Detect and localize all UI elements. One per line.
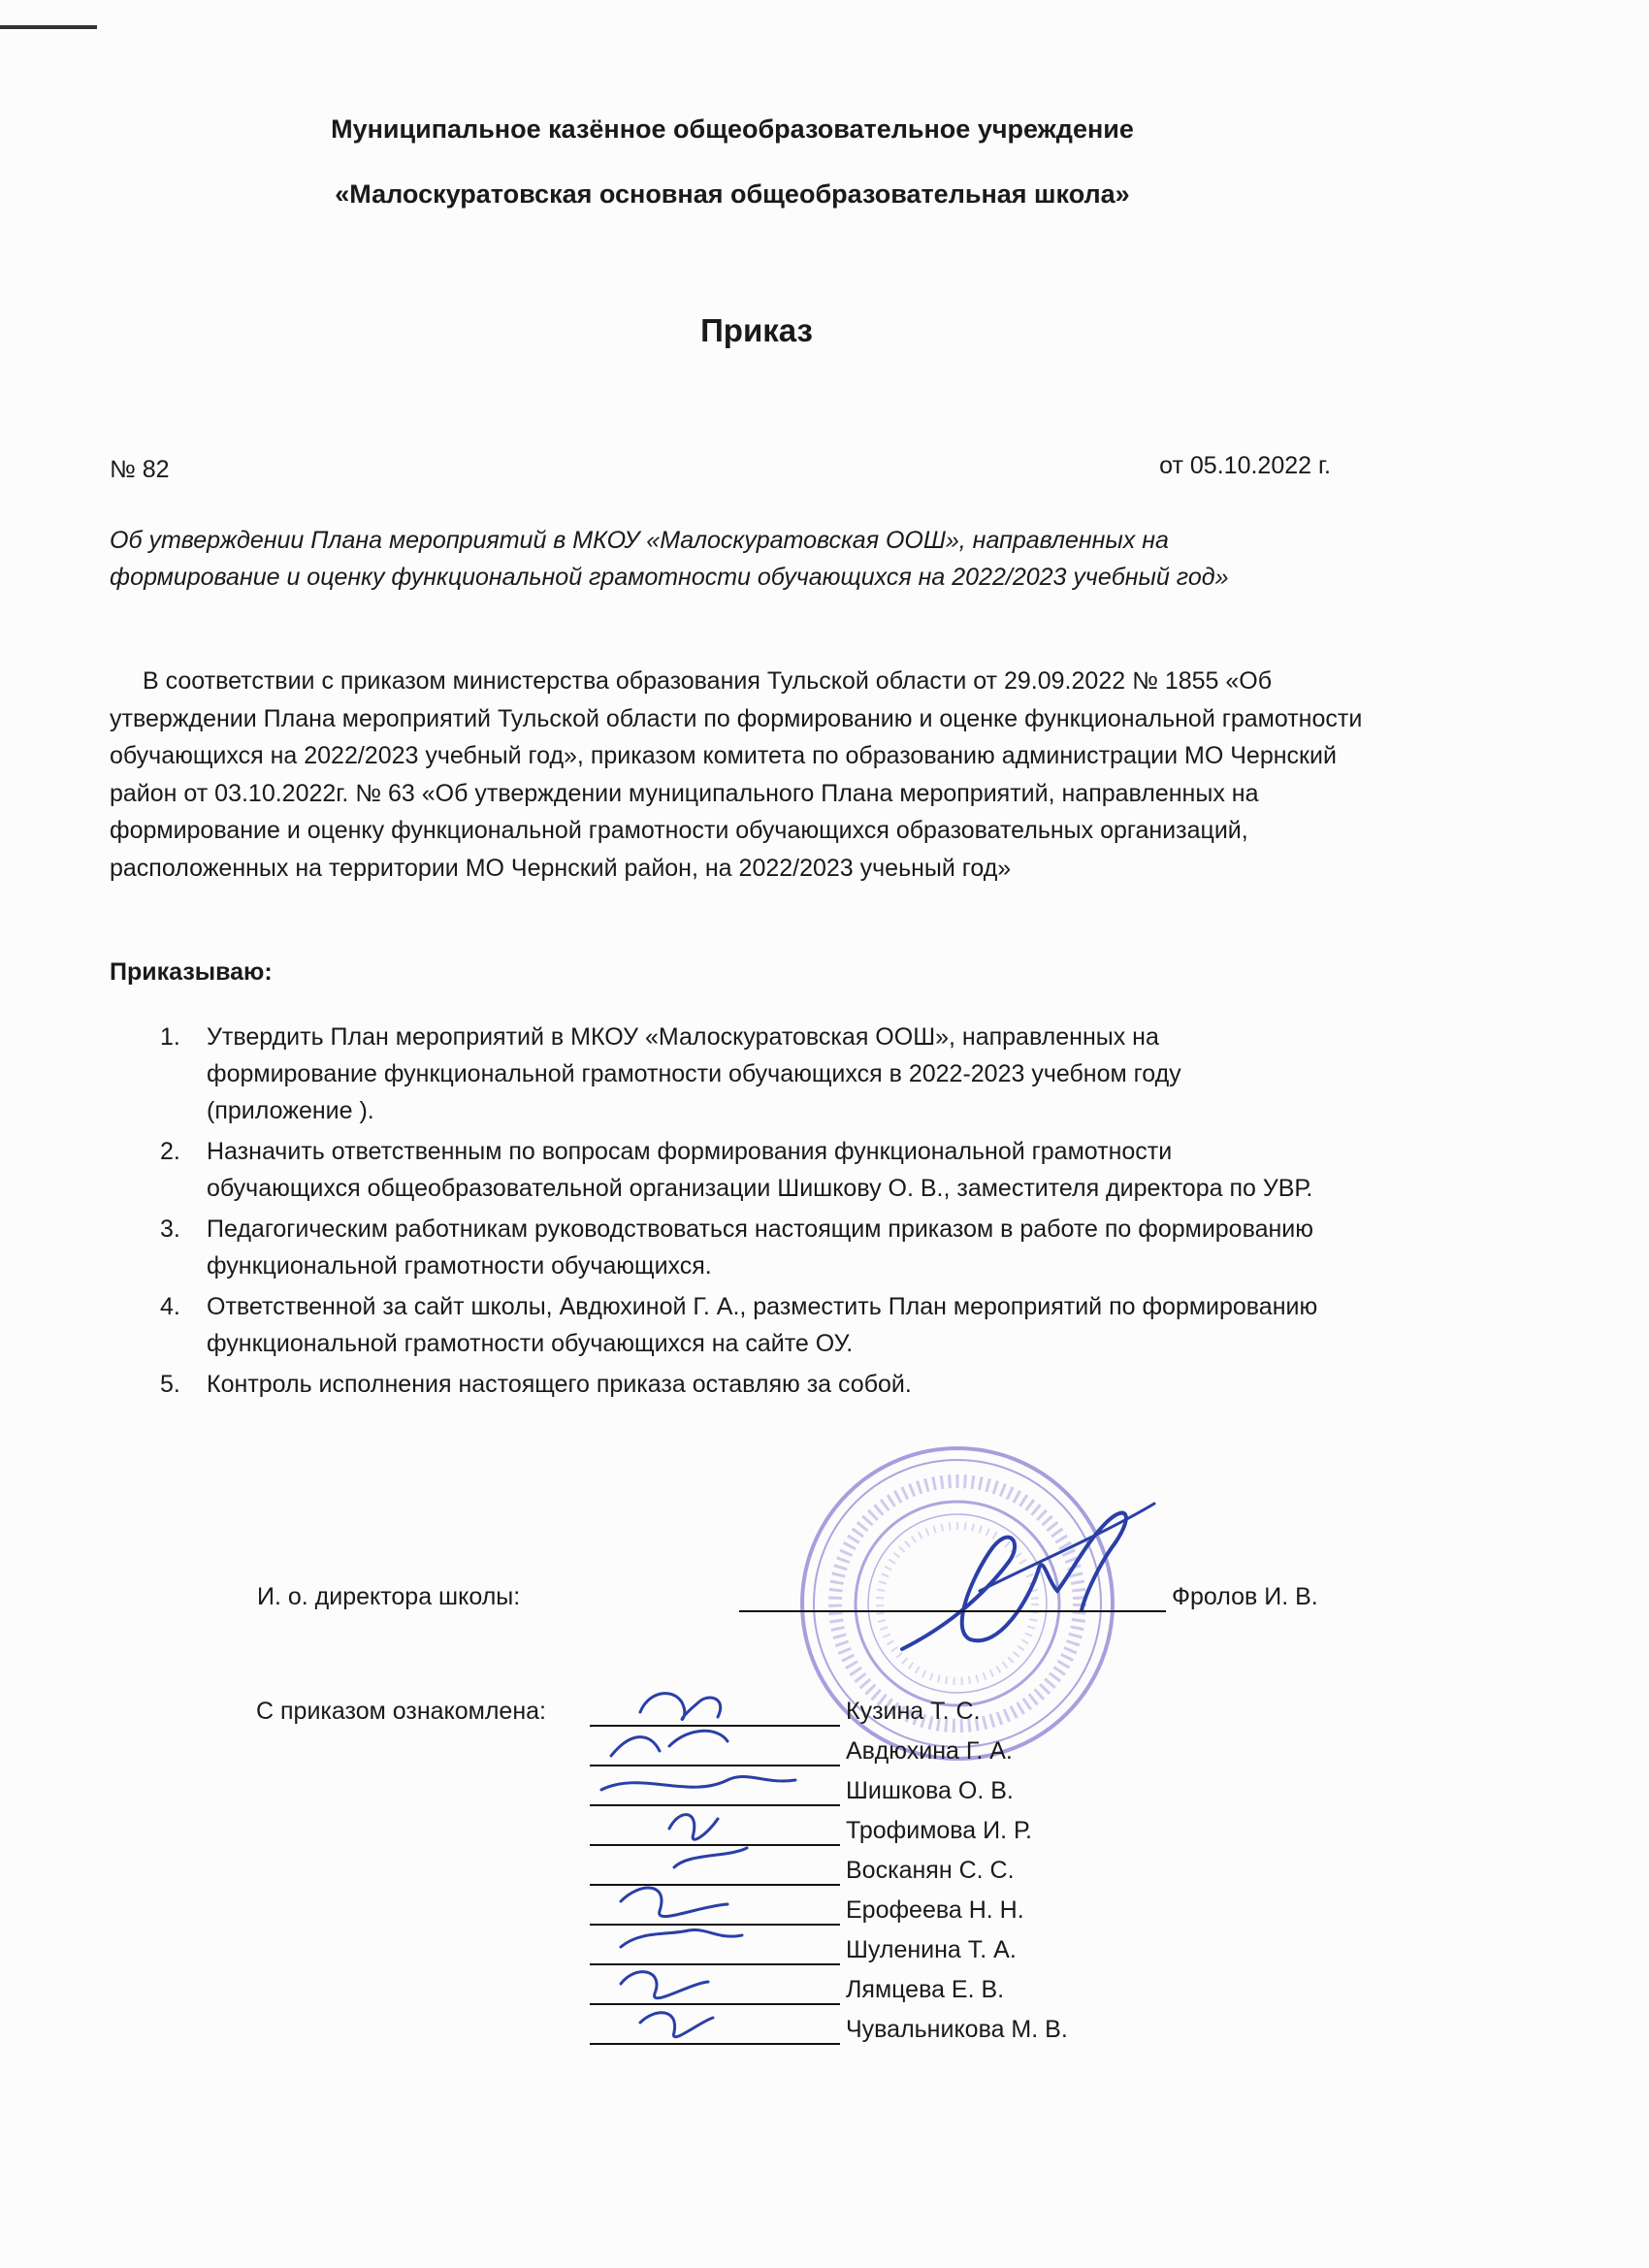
org-name-line1: Муниципальное казённое общеобразовательное учреждение [331, 114, 1134, 144]
director-signature [863, 1484, 1174, 1678]
order-item [110, 1211, 1332, 1284]
order-item-number: 2. [160, 1138, 180, 1165]
person-name: Кузина Т. С. [846, 1698, 981, 1725]
orders-list [110, 1019, 1332, 1407]
order-item [110, 1133, 1332, 1207]
order-item [110, 1019, 1332, 1129]
acknowledgement-signatures [582, 1673, 873, 2061]
order-item [110, 1366, 1332, 1403]
person-name: Трофимова И. Р. [846, 1817, 1032, 1844]
scan-artifact-top-left [0, 25, 97, 29]
person-name: Шишкова О. В. [846, 1777, 1014, 1804]
signature-line [739, 1610, 1166, 1612]
signature-label: И. о. директора школы: [257, 1583, 521, 1610]
order-preamble: В соответствии с приказом министерства образования Тульской области от 29.09.2022 № 1855 «Об утверждении Плана мероприятий Тульской области по формированию и оценке функциональной грамотности обучающихся на 2022/2023 учебный год», приказом комитета по образованию администрации МО Чернский район от 03.10.2022г. № 63 «Об утверждении муниципального Плана мероприятий, направленных на формирование и оценку функциональной грамотности обучающихся образовательных организаций, расположенных на территории МО Чернский район, на 2022/2023 учеьный год» [110, 667, 1363, 882]
order-item-text: Назначить ответственным по вопросам формирования функциональной грамотности обучающихся общеобразовательной организации Шишкову О. В., заместителя директора по УВР. [207, 1138, 1313, 1202]
order-item-number: 3. [160, 1215, 180, 1243]
person-name: Ерофеева Н. Н. [846, 1896, 1024, 1924]
order-item-text: Ответственной за сайт школы, Авдюхиной Г. А., разместить План мероприятий по формированию функциональной грамотности обучающихся на сайте ОУ. [207, 1293, 1318, 1357]
order-item [110, 1288, 1332, 1362]
order-subject: Об утверждении Плана мероприятий в МКОУ «Малоскуратовская ООШ», направленных на формирование и оценку функциональной грамотности обучающихся на 2022/2023 учебный год» [110, 527, 1229, 591]
org-name-line2: «Малоскуратовская основная общеобразовательная школа» [335, 179, 1130, 209]
person-name: Шуленина Т. А. [846, 1936, 1017, 1963]
acknowledgement-label: С приказом ознакомлена: [256, 1698, 546, 1725]
order-item-number: 4. [160, 1293, 180, 1320]
signature-name: Фролов И. В. [1172, 1583, 1318, 1610]
person-name: Авдюхина Г. А. [846, 1737, 1013, 1765]
person-name: Чувальникова М. В. [846, 2016, 1068, 2043]
orders-heading: Приказываю: [110, 958, 273, 986]
order-date: от 05.10.2022 г. [1159, 452, 1331, 479]
order-item-text: Утвердить План мероприятий в МКОУ «Малоскуратовская ООШ», направленных на формирование функциональной грамотности обучающихся в 2022-2023 учебном году (приложение ). [207, 1023, 1181, 1124]
order-item-number: 5. [160, 1371, 180, 1398]
person-name: Лямцева Е. В. [846, 1976, 1005, 2003]
order-number: № 82 [110, 456, 170, 483]
document-title: Приказ [700, 312, 813, 348]
order-item-text: Контроль исполнения настоящего приказа оставляю за собой. [207, 1371, 912, 1398]
order-item-number: 1. [160, 1023, 180, 1051]
order-item-text: Педагогическим работникам руководствоваться настоящим приказом в работе по формированию функциональной грамотности обучающихся. [207, 1215, 1314, 1280]
person-name: Восканян С. С. [846, 1857, 1015, 1884]
